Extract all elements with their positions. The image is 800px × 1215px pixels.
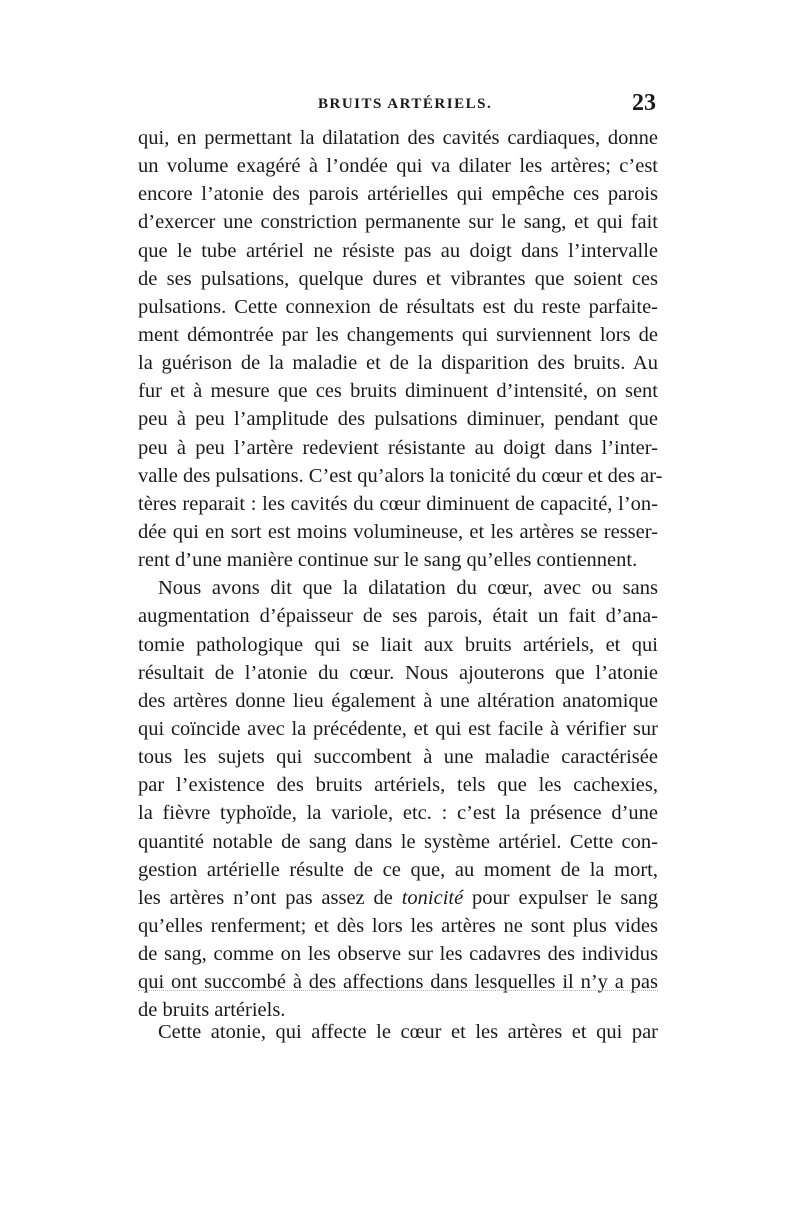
text-line: d’exercer une constriction permanente sur le sang, et qui fait bbox=[138, 211, 658, 234]
text-line: de sang, comme on les observe sur les cadavres des individus bbox=[138, 943, 658, 966]
text-line: résultait de l’atonie du cœur. Nous ajouterons que l’atonie bbox=[138, 661, 658, 684]
text-segment: pour expulser le sang bbox=[463, 886, 658, 909]
next-paragraph bbox=[138, 1018, 658, 1046]
text-line: la guérison de la maladie et de la disparition des bruits. Au bbox=[138, 352, 658, 375]
text-line: quantité notable de sang dans le système artériel. Cette con- bbox=[138, 830, 658, 853]
text-line: rent d’une manière continue sur le sang qu’elles contiennent. bbox=[138, 549, 638, 572]
text-line: pulsations. Cette connexion de résultats est du reste parfaite- bbox=[138, 295, 658, 318]
text-line: de bruits artériels. bbox=[138, 999, 286, 1022]
text-line: des artères donne lieu également à une altération anatomique bbox=[138, 689, 658, 712]
text-line: gestion artérielle résulte de ce que, au moment de la mort, bbox=[138, 858, 658, 881]
paragraph-first-line: Cette atonie, qui affecte le cœur et les artères et qui par bbox=[158, 1021, 658, 1043]
section-divider bbox=[138, 990, 658, 991]
text-line: fur et à mesure que ces bruits diminuent d’intensité, on sent bbox=[138, 380, 658, 403]
paragraph-first-line: Nous avons dit que la dilatation du cœur, avec ou sans bbox=[158, 577, 658, 600]
text-line: dée qui en sort est moins volumineuse, et les artères se resser- bbox=[138, 520, 658, 543]
text-line: tous les sujets qui succombent à une maladie caractérisée bbox=[138, 746, 658, 769]
running-title: BRUITS ARTÉRIELS. bbox=[318, 96, 493, 112]
text-line: qui, en permettant la dilatation des cavités cardiaques, donne bbox=[138, 127, 658, 149]
text-line: de ses pulsations, quelque dures et vibrantes que soient ces bbox=[138, 267, 658, 290]
text-line: peu à peu l’artère redevient résistante au doigt dans l’inter- bbox=[138, 436, 658, 459]
text-line: qui coïncide avec la précédente, et qui est facile à vérifier sur bbox=[138, 717, 658, 740]
text-line: encore l’atonie des parois artérielles qui empêche ces parois bbox=[138, 183, 658, 206]
text-line: tères reparait : les cavités du cœur diminuent de capacité, l’on- bbox=[138, 492, 658, 515]
italic-word: tonicité bbox=[401, 886, 464, 909]
text-line: augmentation d’épaisseur de ses parois, était un fait d’ana- bbox=[138, 605, 658, 628]
text-line: que le tube artériel ne résiste pas au doigt dans l’intervalle bbox=[138, 239, 658, 262]
text-line: qui ont succombé à des affections dans lesquelles il n’y a pas bbox=[138, 971, 658, 994]
text-line: ment démontrée par les changements qui surviennent lors de bbox=[138, 323, 658, 346]
text-line: par l’existence des bruits artériels, tels que les cachexies, bbox=[138, 774, 658, 797]
text-segment: les artères n’ont pas assez de bbox=[138, 886, 402, 909]
text-line: tomie pathologique qui se liait aux bruits artériels, et qui bbox=[138, 633, 658, 656]
body-text bbox=[138, 124, 663, 1025]
text-line: qu’elles renferment; et dès lors les artères ne sont plus vides bbox=[138, 914, 658, 937]
text-line: peu à peu l’amplitude des pulsations diminuer, pendant que bbox=[138, 408, 658, 431]
text-line-with-italic bbox=[138, 884, 658, 912]
text-line: un volume exagéré à l’ondée qui va dilater les artères; c’est bbox=[138, 155, 658, 178]
running-head bbox=[138, 92, 658, 122]
text-line: la fièvre typhoïde, la variole, etc. : c’est la présence d’une bbox=[138, 802, 658, 825]
text-line: valle des pulsations. C’est qu’alors la tonicité du cœur et des ar- bbox=[138, 464, 663, 487]
page-number: 23 bbox=[632, 90, 656, 116]
